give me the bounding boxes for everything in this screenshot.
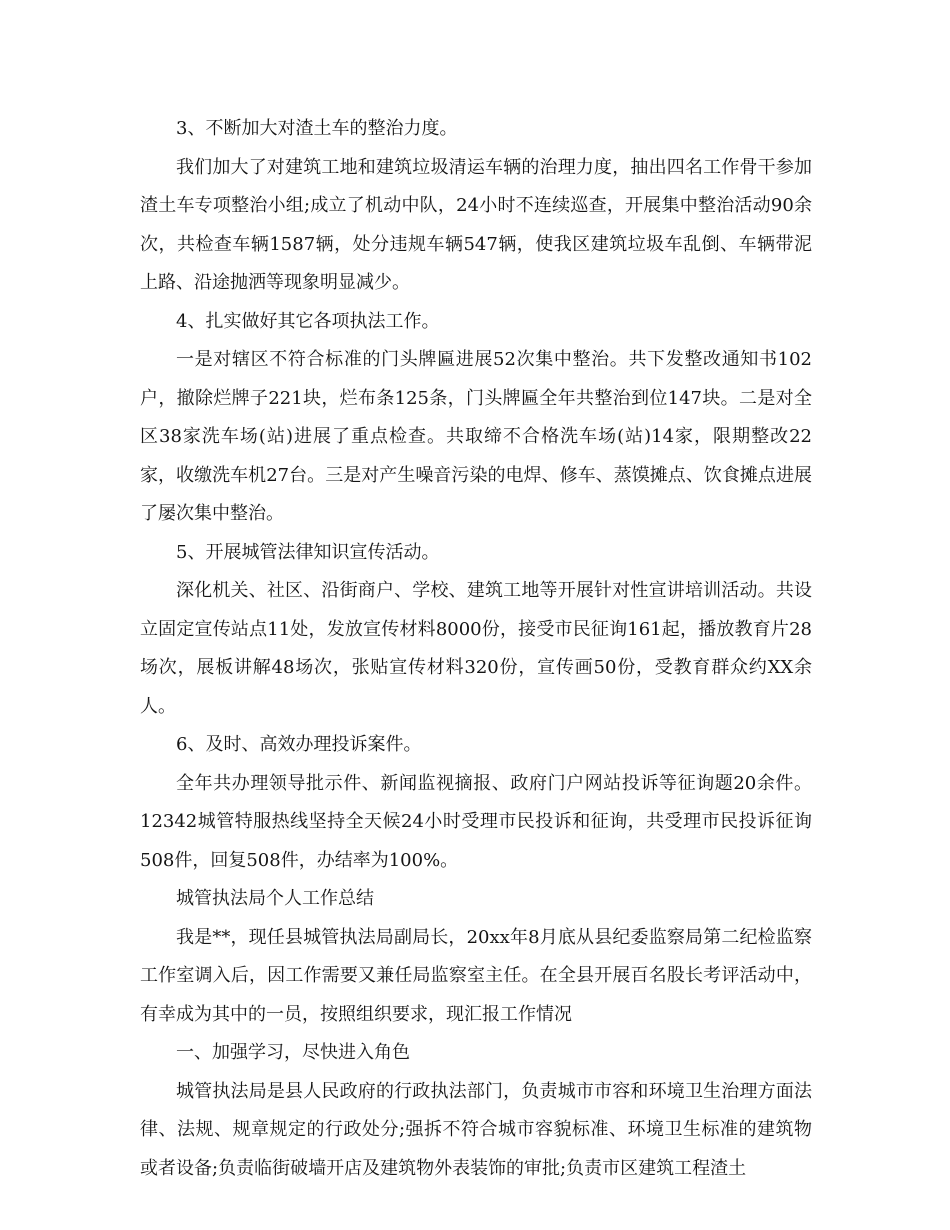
section-heading-5: 5、开展城管法律知识宣传活动。	[176, 541, 440, 563]
section-heading-6: 6、及时、高效办理投诉案件。	[176, 734, 422, 755]
paragraph-bureau-duties: 城管执法局是县人民政府的行政执法部门，负责城市市容和环境卫生治理方面法律、法规、规章规定的行政处分;强拆不符合城市容貌标准、环境卫生标准的建筑物或者设备;负责临街破墙开店及建筑物外表装饰的审批;负责市区建筑工程渣土	[140, 1080, 812, 1179]
document-body	[140, 110, 812, 1188]
paragraph-self-introduction: 我是**，现任县城管执法局副局长，20xx年8月底从县纪委监察局第二纪检监察工作室调入后，因工作需要又兼任局监察室主任。在全县开展百名股长考评活动中，有幸成为其中的一员，按照组织要求，现汇报工作情况	[140, 926, 812, 1025]
paragraph-muck-truck-rectification: 我们加大了对建筑工地和建筑垃圾清运车辆的治理力度，抽出四名工作骨干参加渣土车专项整治小组;成立了机动中队，24小时不连续巡查，开展集中整治活动90余次，共检查车辆1587辆，处分违规车辆547辆，使我区建筑垃圾车乱倒、车辆带泥上路、沿途抛洒等现象明显减少。	[140, 156, 812, 293]
section-heading-study: 一、加强学习，尽快进入角色	[176, 1042, 410, 1063]
document-subtitle: 城管执法局个人工作总结	[176, 888, 374, 909]
section-heading-3: 3、不断加大对渣土车的整治力度。	[176, 118, 458, 139]
paragraph-other-enforcement: 一是对辖区不符合标准的门头牌匾进展52次集中整治。共下发整改通知书102户，撤除烂牌子221块，烂布条125条，门头牌匾全年共整治到位147块。二是对全区38家洗车场(站)进展了重点检查。共取缔不合格洗车场(站)14家，限期整改22家，收缴洗车机27台。三是对产生噪音污染的电焊、修车、蒸馍摊点、饮食摊点进展了屡次集中整治。	[140, 349, 812, 524]
paragraph-complaint-handling: 全年共办理领导批示件、新闻监视摘报、政府门户网站投诉等征询题20余件。12342城管特服热线坚持全天候24小时受理市民投诉和征询，共受理市民投诉征询508件，回复508件，办结率为100%。	[140, 772, 812, 871]
section-heading-4: 4、扎实做好其它各项执法工作。	[176, 310, 440, 332]
paragraph-law-publicity: 深化机关、社区、沿街商户、学校、建筑工地等开展针对性宣讲培训活动。共设立固定宣传站点11处，发放宣传材料8000份，接受市民征询161起，播放教育片28场次，展板讲解48场次，张贴宣传材料320份，宣传画50份，受教育群众约XX余人。	[140, 580, 812, 717]
